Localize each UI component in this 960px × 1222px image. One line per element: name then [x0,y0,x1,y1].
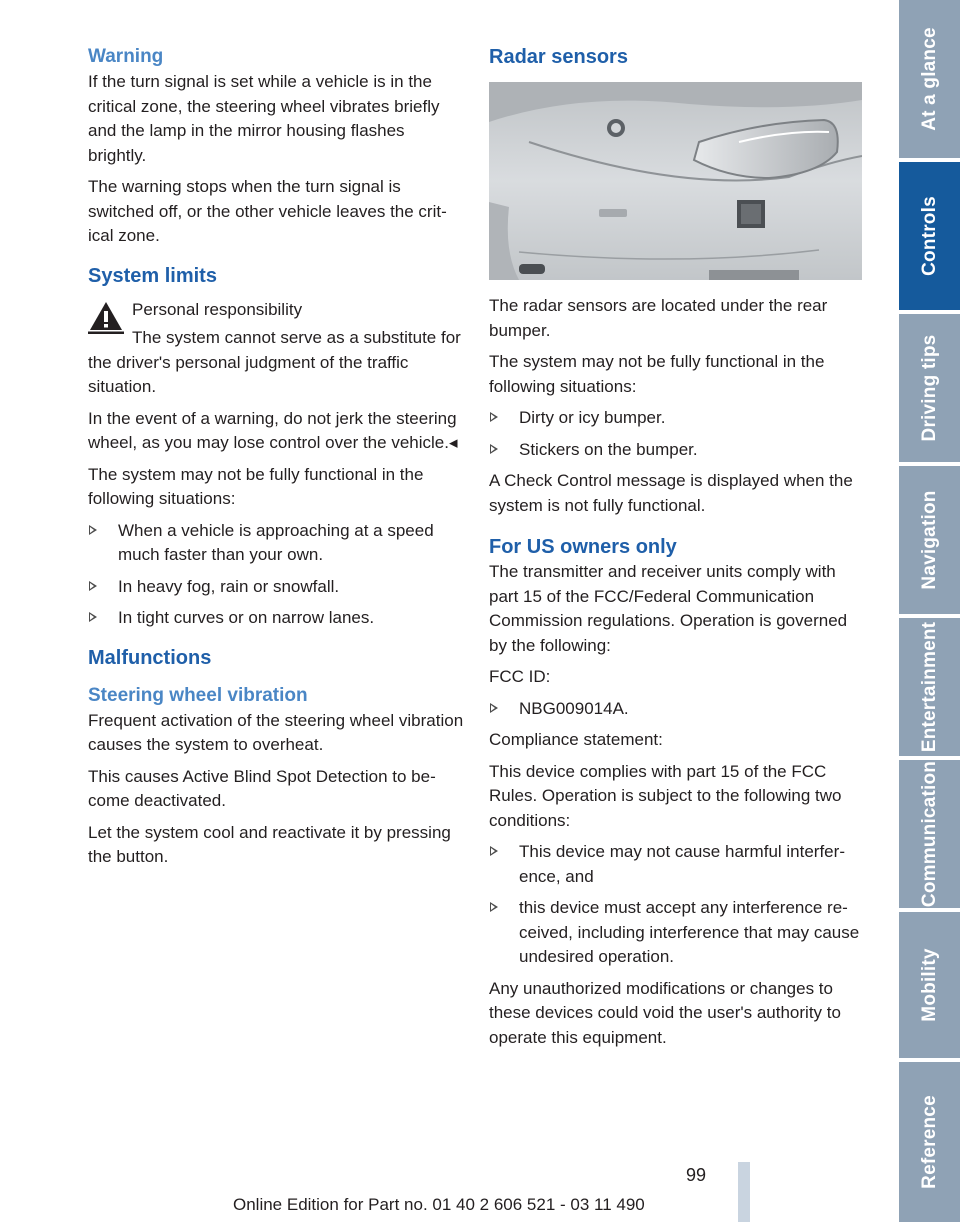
tab-driving-tips[interactable]: Driving tips [899,314,960,462]
tab-reference[interactable]: Reference [899,1062,960,1222]
warning-text: The system cannot serve as a substitute for the driver's personal judgment of the traffic situation. [88,328,461,396]
list-item: Dirty or icy bumper. [489,406,862,431]
warning-title: Personal responsibility [132,299,303,319]
warning-triangle-icon [88,300,124,334]
list-item: When a vehicle is approaching at a speed much faster than your own. [88,519,466,568]
malfunctions-heading: Malfunctions [88,646,212,669]
system-limits-heading: System limits [88,264,217,287]
vibration-heading: Steering wheel vibration [88,684,308,706]
conditions-list [489,840,862,970]
bullet-triangle-icon [490,902,498,912]
us-owners-heading: For US owners only [489,536,677,558]
compliance-paragraph: This device complies with part 15 of the FCC Rules. Operation is subject to the following two conditions: [489,761,842,830]
radar-intro: The system may not be fully functional in the following situations: [489,352,825,396]
bullet-triangle-icon [89,612,97,622]
vibration-paragraph-2: This causes Active Blind Spot Detection to become deactivated. [88,766,436,810]
warning-text-2: In the event of a warning, do not jerk the steering wheel, as you may lose control over the vehicle.◂ [88,408,458,452]
footer-edition: Online Edition for Part no. 01 40 2 606 521 - 03 11 490 [233,1195,645,1214]
closing-paragraph: Any unauthorized modifications or changes to these devices could void the user's authority to operate this equipment. [489,978,841,1047]
warning-paragraph-1: If the turn signal is set while a vehicle is in the critical zone, the steering wheel vibrates briefly and the lamp in the mirror housing flashes brightly. [88,72,440,165]
list-item: NBG009014A. [489,697,862,722]
us-paragraph-1: The transmitter and receiver units comply with part 15 of the FCC/Federal Communication Commission regulations. Operation is governed by the following: [489,562,848,655]
list-item: this device must accept any interference received, including interference that may cause undesired operation. [489,896,862,970]
tab-at-a-glance[interactable]: At a glance [899,0,960,158]
radar-list [489,406,862,462]
bullet-triangle-icon [89,525,97,535]
car-rear-image [489,82,862,280]
radar-paragraph-2: A Check Control message is displayed when the system is not fully functional. [489,471,853,515]
limits-list [88,519,466,631]
radar-paragraph-1: The radar sensors are located under the rear bumper. [489,296,828,340]
warning-notice [88,298,466,400]
tab-mobility[interactable]: Mobility [899,912,960,1058]
warning-heading: Warning [88,46,164,67]
limits-intro: The system may not be fully functional in the following situations: [88,464,424,508]
fcc-label: FCC ID: [489,667,551,686]
tab-controls[interactable]: Controls [899,162,960,310]
bullet-triangle-icon [89,581,97,591]
tab-navigation[interactable]: Navigation [899,466,960,614]
warning-paragraph-2: The warning stops when the turn signal is switched off, or the other vehicle leaves the critical zone. [88,177,447,245]
tab-entertainment[interactable]: Entertainment [899,618,960,756]
vibration-paragraph-3: Let the system cool and reactivate it by pressing the button. [88,822,451,866]
list-item: This device may not cause harmful interference, and [489,840,862,889]
bullet-triangle-icon [490,444,498,454]
bullet-triangle-icon [490,412,498,422]
right-column [489,44,862,1057]
compliance-label: Compliance statement: [489,730,663,749]
chapter-tabs [899,0,960,1222]
page-number: 99 [686,1165,707,1185]
page-number-bar [738,1162,750,1222]
tab-communication[interactable]: Communication [899,760,960,908]
radar-sensors-heading: Radar sensors [489,46,628,68]
list-item: In heavy fog, rain or snowfall. [88,575,466,600]
bullet-triangle-icon [490,846,498,856]
bullet-triangle-icon [490,703,498,713]
vibration-paragraph-1: Frequent activation of the steering wheel vibration causes the system to overheat. [88,710,464,754]
list-item: In tight curves or on narrow lanes. [88,606,466,631]
fcc-list [489,697,862,722]
left-column [88,44,466,877]
list-item: Stickers on the bumper. [489,438,862,463]
